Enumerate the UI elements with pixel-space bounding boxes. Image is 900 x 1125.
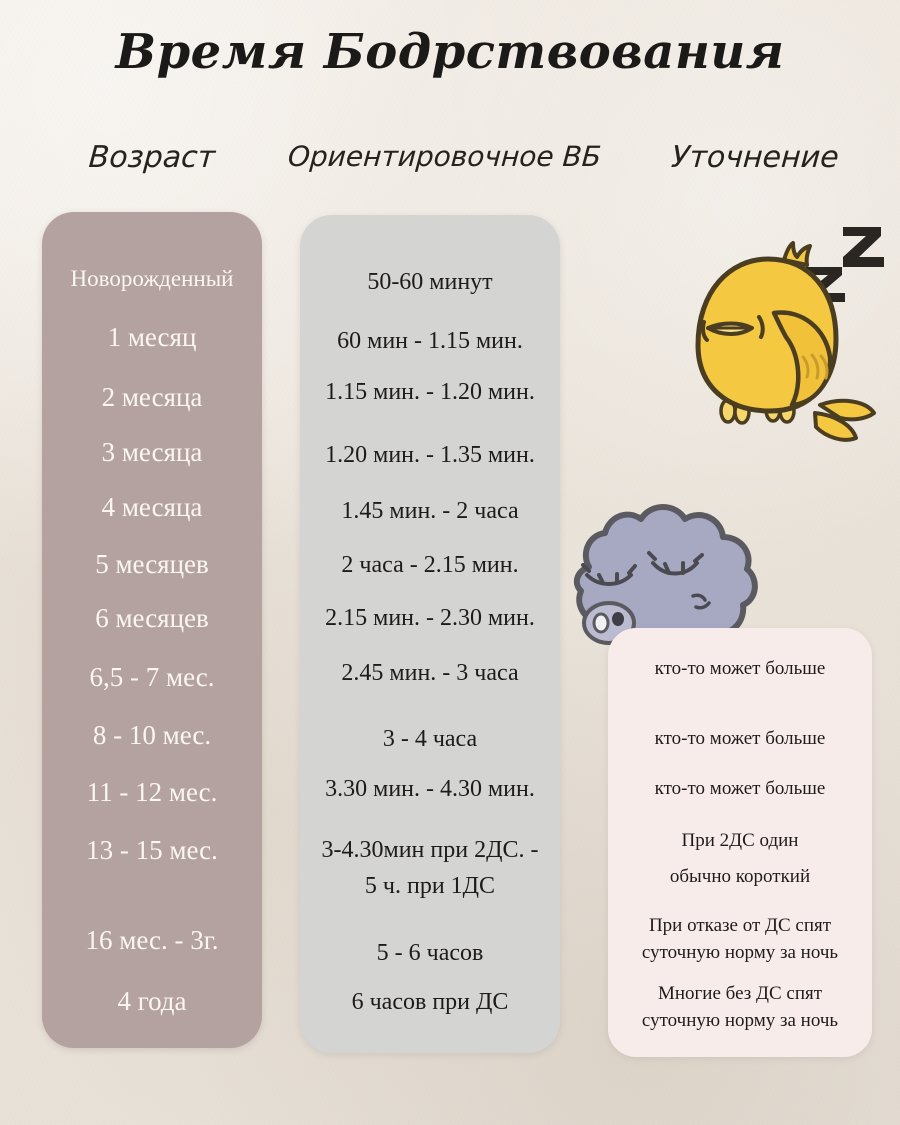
age-cell-2: 1 месяц	[107, 322, 197, 352]
wake-cell-7: 2.15 мин. - 2.30 мин.	[325, 605, 535, 631]
note-cell-3: кто-то может больше	[654, 778, 826, 799]
note-cell-4: При 2ДС один	[681, 830, 799, 851]
page-title: Время Бодрствования	[115, 24, 785, 80]
age-cell-3: 2 месяца	[101, 382, 203, 412]
note-cell-6: При отказе от ДС спят	[648, 915, 832, 936]
wake-cell-10: 3.30 мин. - 4.30 мин.	[325, 776, 535, 802]
age-cell-4: 3 месяца	[101, 437, 203, 467]
age-cell-1: Новорожденный	[70, 266, 234, 291]
age-cell-9: 8 - 10 мес.	[92, 720, 212, 750]
age-cell-11: 13 - 15 мес.	[86, 835, 218, 865]
wake-column-panel	[300, 215, 560, 1053]
age-cell-6: 5 месяцев	[95, 549, 209, 579]
age-cell-13: 4 года	[117, 986, 187, 1016]
column-header-age: Возраст	[87, 140, 217, 175]
note-cell-9: суточную норму за ночь	[641, 1010, 839, 1031]
wake-cell-4: 1.20 мин. - 1.35 мин.	[325, 442, 535, 468]
wake-cell-14: 6 часов при ДС	[351, 989, 509, 1015]
wake-cell-1: 50-60 минут	[367, 269, 493, 295]
note-cell-5: обычно короткий	[669, 866, 811, 887]
age-cell-12: 16 мес. - 3г.	[85, 925, 219, 955]
note-cell-8: Многие без ДС спят	[657, 983, 823, 1004]
column-header-wake: Ориентировочное ВБ	[286, 140, 603, 173]
wake-cell-3: 1.15 мин. - 1.20 мин.	[325, 379, 535, 405]
note-cell-1: кто-то может больше	[654, 658, 826, 679]
age-cell-10: 11 - 12 мес.	[86, 777, 218, 807]
wake-cell-8: 2.45 мин. - 3 часа	[341, 660, 519, 686]
wake-cell-13: 5 - 6 часов	[376, 940, 484, 966]
age-column-panel	[42, 212, 262, 1048]
sleeping-bird-icon	[660, 205, 900, 465]
age-cell-5: 4 месяца	[101, 492, 203, 522]
wake-cell-11: 3-4.30мин при 2ДС. -	[321, 837, 539, 863]
wake-cell-6: 2 часа - 2.15 мин.	[341, 552, 519, 578]
wake-cell-2: 60 мин - 1.15 мин.	[337, 328, 523, 354]
note-cell-2: кто-то может больше	[654, 728, 826, 749]
age-cell-7: 6 месяцев	[95, 603, 209, 633]
note-cell-7: суточную норму за ночь	[641, 942, 839, 963]
wake-cell-5: 1.45 мин. - 2 часа	[341, 498, 519, 524]
column-header-note: Уточнение	[670, 140, 840, 175]
wake-cell-9: 3 - 4 часа	[382, 726, 478, 752]
age-cell-8: 6,5 - 7 мес.	[89, 662, 215, 692]
wake-cell-12: 5 ч. при 1ДС	[364, 873, 496, 899]
note-column-panel	[608, 628, 872, 1057]
